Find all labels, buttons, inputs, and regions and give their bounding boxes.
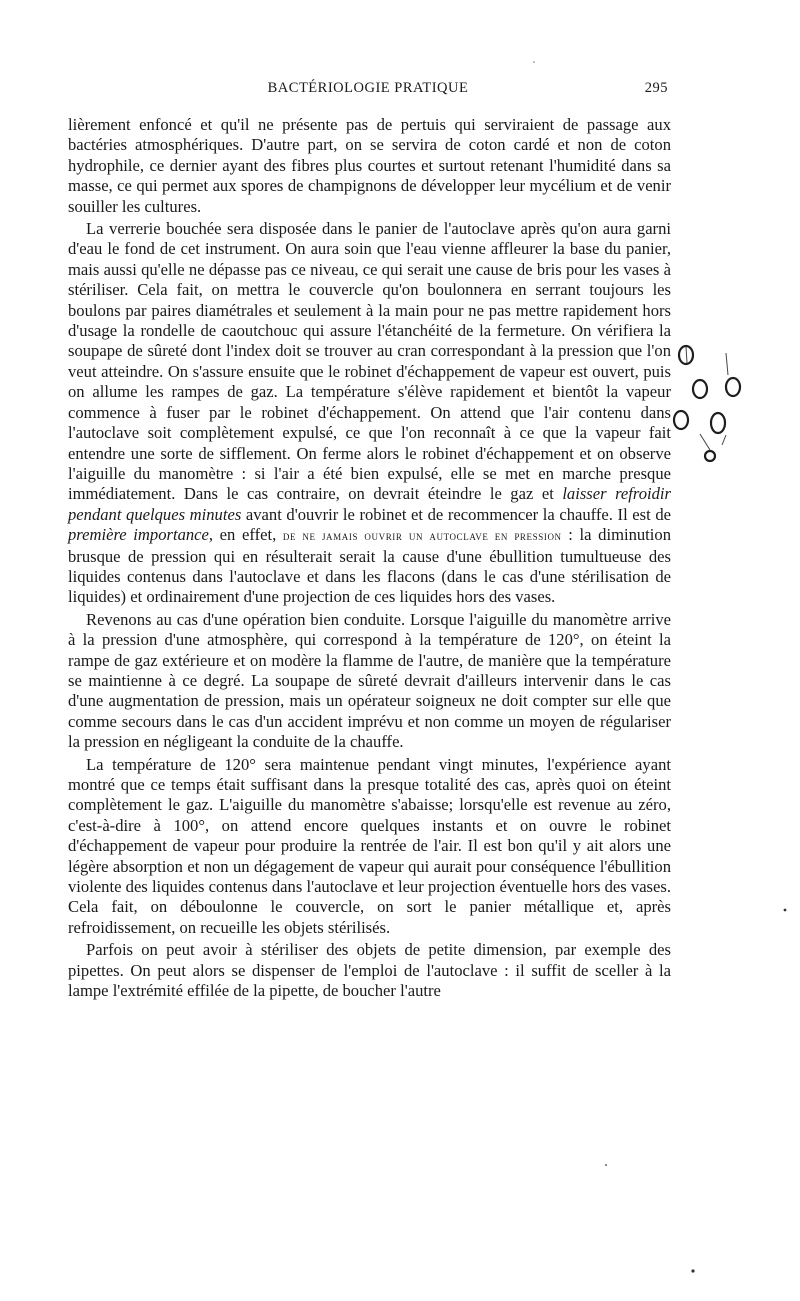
paragraph: [68, 219, 671, 608]
text-run: La température de 120° sera maintenue pendant vingt minutes, l'expérience ayant montré que ce temps était suffisant dans la presque totalité des cas, après quoi on éteint complètement le gaz. L'aiguille du manomètre s'abaisse; lorsqu'elle est revenue au zéro, c'est-à-dire à 100°, on attend encore quelques instants et on ouvre le robinet d'échappement de vapeur pour produire la rentrée de l'air. Il est bon qu'il y ait alors une légère absorption et non un dégagement de vapeur qui aurait pour conséquence l'ébullition violente des liquides contenus dans l'autoclave et leur projection éventuelle hors des vases. Cela fait, on déboulonne le couvercle, on sort le panier métallique et, après refroidissement, on recueille les objets stérilisés.: [68, 754, 671, 937]
margin-circle-mark: [711, 413, 725, 433]
margin-circle-mark: [705, 451, 715, 461]
italic-emphasis: première importance: [68, 525, 209, 545]
margin-circle-mark: [674, 411, 688, 429]
paragraph: [68, 755, 671, 939]
smallcaps-emphasis: de ne jamais ouvrir un autoclave en pression: [282, 528, 562, 544]
margin-pencil-stroke: [700, 434, 710, 450]
running-title: BACTÉRIOLOGIE PRATIQUE: [267, 80, 469, 96]
margin-circles-icon: [672, 335, 752, 465]
paragraph: [68, 115, 671, 217]
text-run: lièrement enfoncé et qu'il ne présente pas de pertuis qui serviraient de passage aux bactéries atmosphériques. D'autre part, on se servira de coton cardé et non de coton hydrophile, ce dernier ayant des fibres plus courtes et surtout retenant l'humidité dans sa masse, ce qui permet aux spores de champignons de développer leur mycélium et de venir souiller les cultures.: [68, 115, 671, 216]
text-run: , en effet,: [208, 525, 283, 545]
italic-emphasis: laisser refroidir pendant quelques minutes: [68, 484, 671, 524]
paper-speck: [784, 909, 787, 912]
margin-pencil-stroke: [686, 347, 687, 363]
margin-circle-mark: [726, 378, 740, 396]
margin-pencil-stroke: [722, 435, 726, 445]
page-number: 295: [644, 80, 668, 96]
margin-pencil-stroke: [726, 353, 728, 375]
margin-circle-mark: [693, 380, 707, 398]
text-run: La verrerie bouchée sera disposée dans le panier de l'autoclave après qu'on aura garni d'eau le fond de cet instrument. On aura soin que l'eau vienne affleurer la base du panier, mais aussi qu'elle ne dépasse pas ce niveau, ce qui serait une cause de bris pour les vases à stériliser. Cela fait, on mettra le couvercle qu'on boulonnera en serrant toujours les boulons par paires diamétrales et seulement à la main pour ne pas mettre rapidement hors d'usage la rondelle de caoutchouc qui assure l'étanchéité de la fermeture. On vérifiera la soupape de sûreté dont l'index doit se trouver au cran correspondant à la pression que l'on veut atteindre. On s'assure ensuite que le robinet d'échappement de vapeur est ouvert, puis on allume les rampes de gaz. La température s'élève rapidement et bientôt la vapeur commence à fuser par le robinet d'échappement. On attend que l'air contenu dans l'autoclave soit complètement expulsé, ce que l'on reconnaît à ce que la vapeur fait entendre une sorte de sifflement. On ferme alors le robinet d'échappement et on observe l'aiguille du manomètre : si l'air a été bien expulsé, elle se met en marche presque immédiatement. Dans le cas contraire, on devrait éteindre le gaz et: [68, 219, 671, 504]
text-run: avant d'ouvrir le robinet et de recommencer la chauffe. Il est de: [241, 504, 671, 524]
paper-speck: [691, 1269, 694, 1272]
paragraph: [68, 940, 671, 1001]
body-text: [68, 115, 671, 1001]
paper-speck: [533, 61, 535, 63]
running-head: [68, 80, 668, 102]
text-run: : la diminution brusque de pression qui en résulterait serait la cause d'une ébullition tumultueuse des liquides contenus dans l'autoclave et dans les flacons (dans le cas d'une stérilisation de liquides) et ordinairement d'une projection de ces liquides hors des vases.: [68, 525, 671, 607]
paragraph: [68, 610, 671, 753]
text-run: Parfois on peut avoir à stériliser des objets de petite dimension, par exemple des pipettes. On peut alors se dispenser de l'emploi de l'autoclave : il suffit de sceller à la lampe l'extrémité effilée de la pipette, de boucher l'autre: [68, 940, 671, 1001]
paper-speck: [605, 1164, 607, 1166]
text-run: Revenons au cas d'une opération bien conduite. Lorsque l'aiguille du manomètre arrive à la pression d'une atmosphère, qui correspond à la température de 120°, on éteint la rampe de gaz extérieure et on modère la flamme de l'autre, de manière que la température se maintienne à ce degré. La soupape de sûreté devrait d'ailleurs intervenir dans le cas d'une augmentation de pression, mais un opérateur soigneux ne doit compter sur elle que comme secours dans le cas d'un accident imprévu et non comme un moyen de régulariser la pression en négligeant la conduite de la chauffe.: [68, 609, 671, 752]
